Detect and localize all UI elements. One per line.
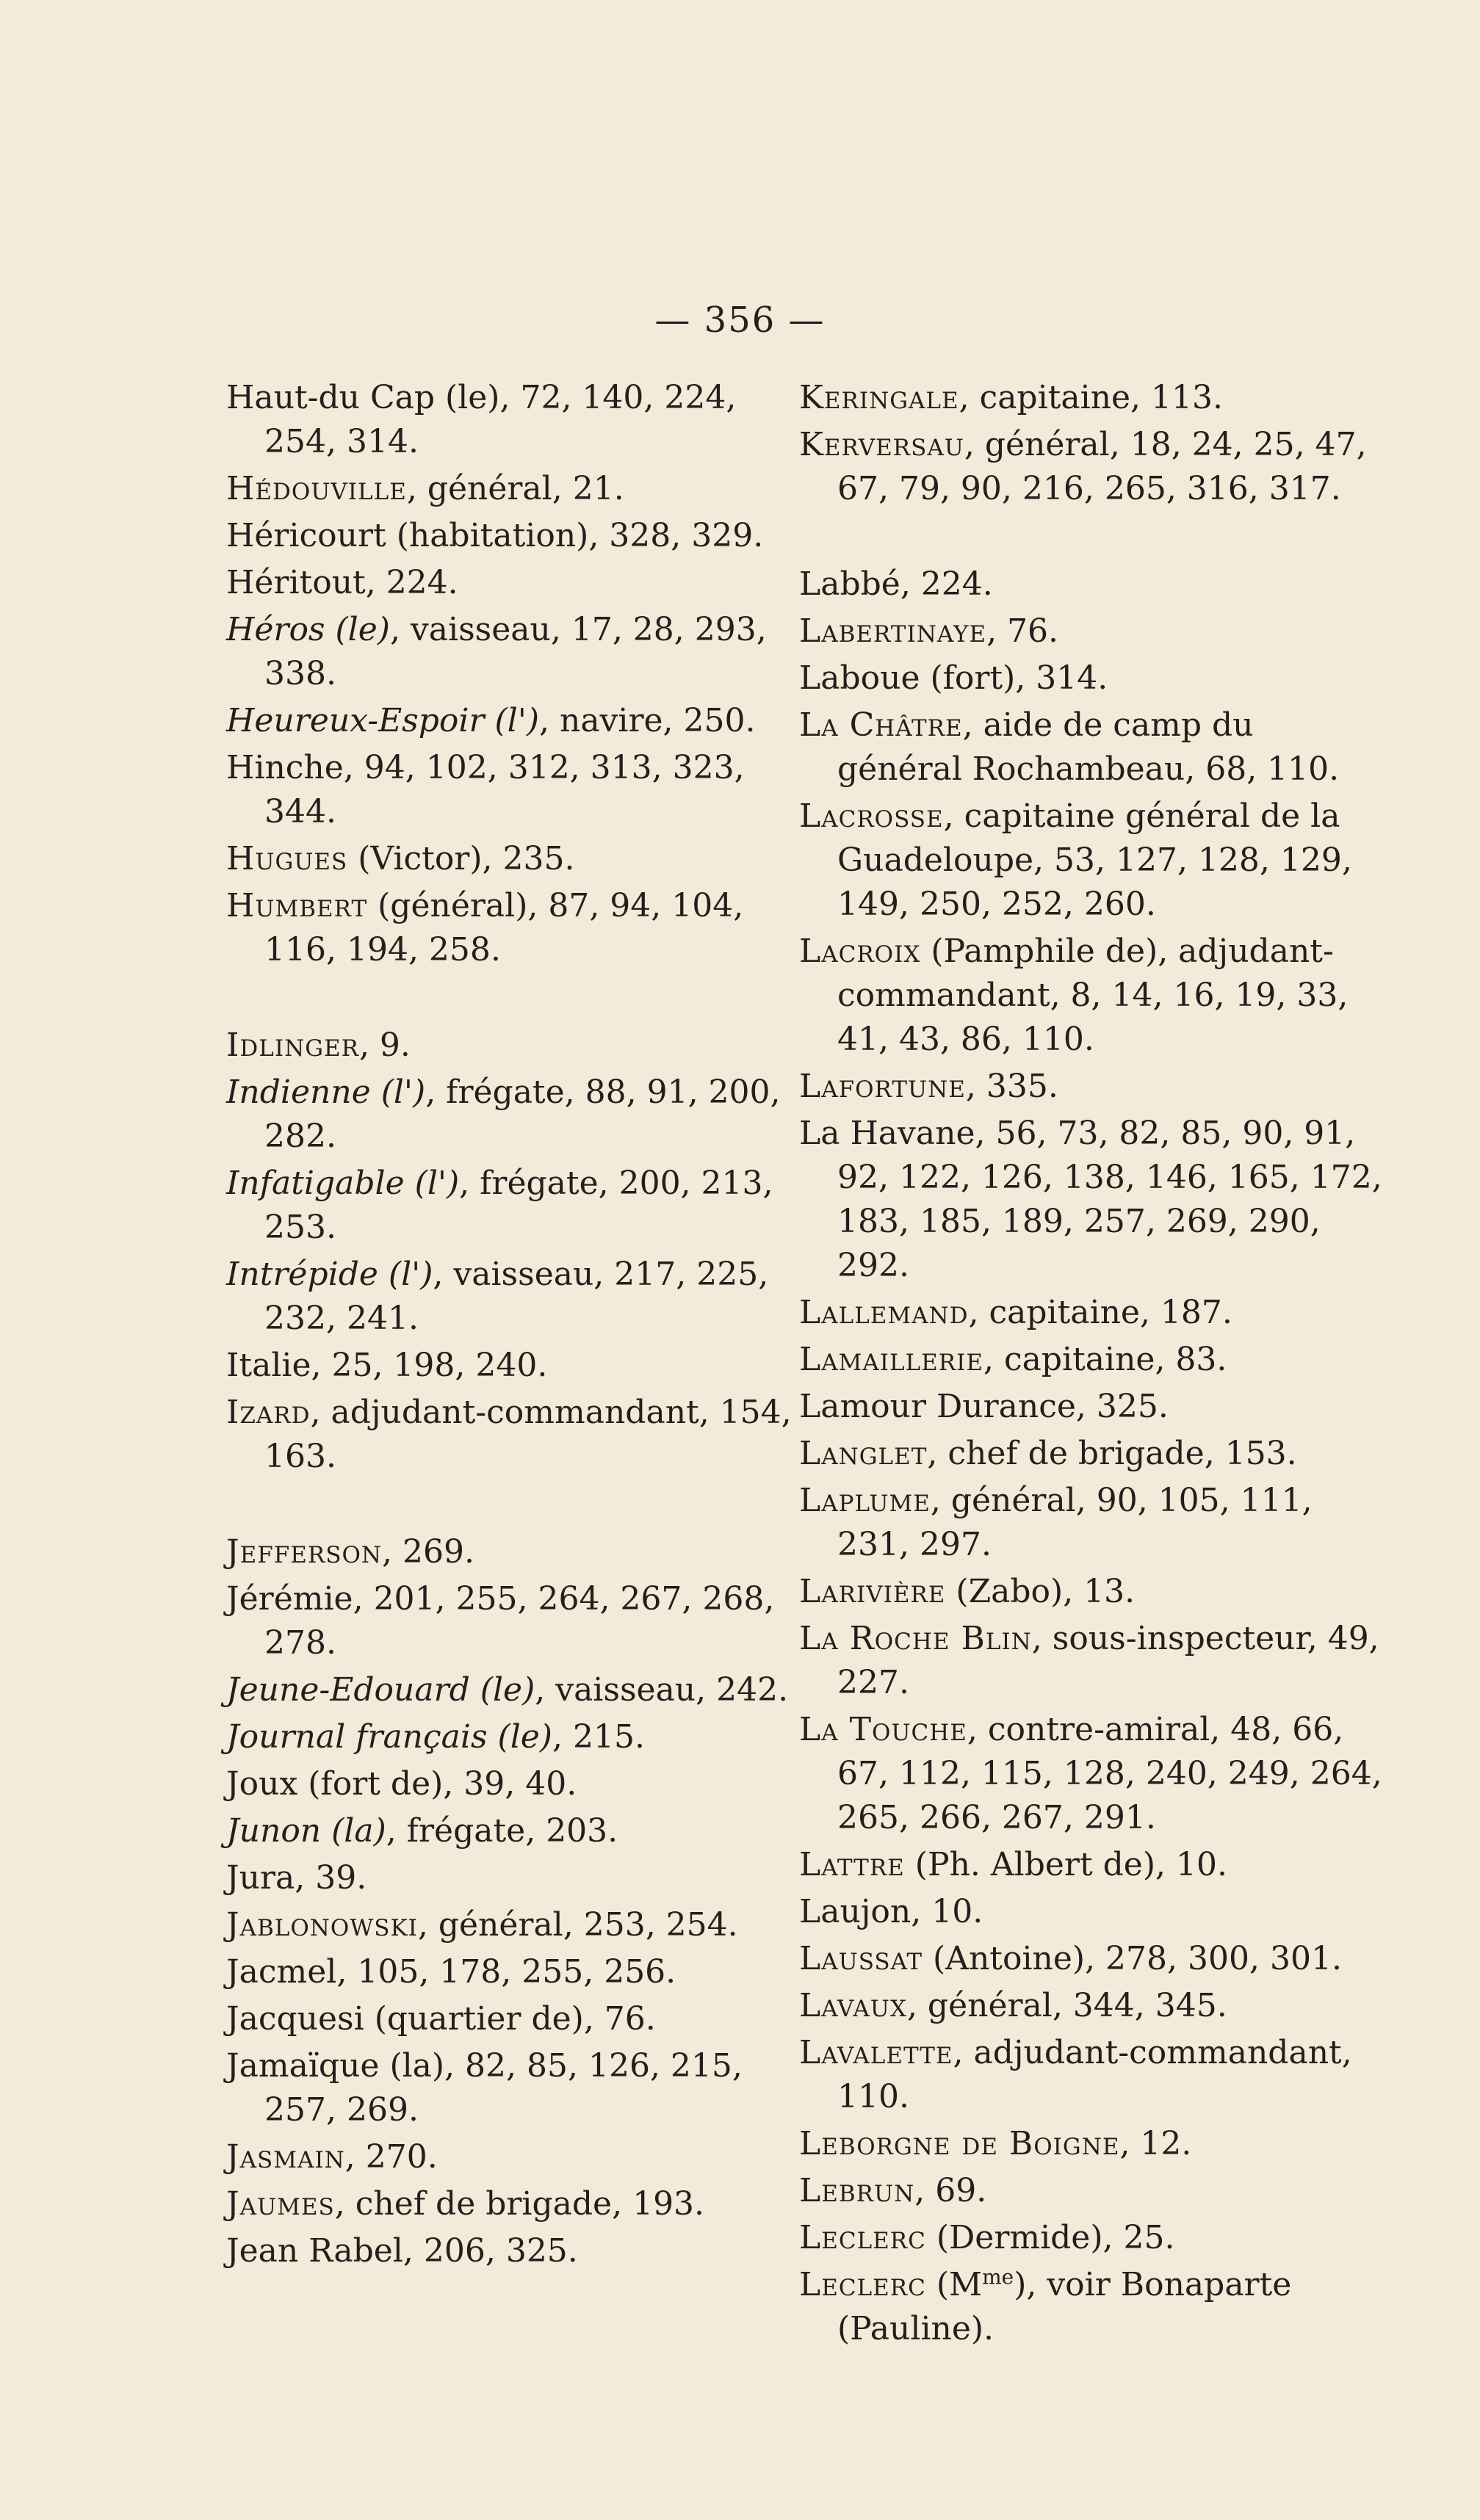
entry-heading: Keringale [799,379,959,416]
entry-heading: Junon (la) [226,1812,386,1850]
entry-heading: Jamaïque [226,2047,380,2085]
entry-heading: Jérémie [226,1580,353,1618]
entry-heading: Héros (le) [226,611,390,648]
index-entry [226,376,814,464]
index-entry [226,1253,814,1341]
index-entry [226,1391,814,1479]
entry-heading: Jura [226,1859,295,1897]
entry-heading: Joux (fort de) [226,1765,444,1803]
entry-heading: Idlinger [226,1027,359,1064]
entry-references: , 25, 198, 240. [311,1347,548,1384]
entry-heading: Jean Rabel [226,2232,403,2270]
entry-references: , général, 344, 345. [906,1987,1227,2024]
entry-references: , général, 21. [406,470,624,507]
index-entry [799,609,1387,653]
entry-references: , 94, 102, 312, 313, 323, 344. [264,749,745,830]
index-entry [226,2135,814,2179]
entry-references: , général, 18, 24, 25, 47, 67, 79, 90, 216, 265, 316, 317. [837,426,1367,507]
index-entry [799,1984,1387,2028]
page-number: — 356 — [654,300,826,341]
entry-references: (M [925,2266,983,2303]
index-entry [799,1385,1387,1429]
index-entry [226,1762,814,1806]
index-column-left [226,376,814,2276]
index-entry [226,467,814,511]
index-entry [226,1344,814,1388]
entry-heading: Jablonowski [226,1906,418,1944]
entry-references: , frégate, 203. [386,1812,618,1850]
index-entry [226,699,814,743]
entry-references: , vaisseau, 242. [535,1671,789,1709]
index-entry [799,562,1387,607]
entry-references: (Victor), 235. [347,840,575,877]
index-entry [226,1809,814,1853]
entry-references: , 335. [965,1068,1058,1105]
entry-heading: Jeune-Edouard (le) [226,1671,535,1709]
entry-heading: Lamour Durance [799,1388,1076,1425]
entry-heading: Infatigable (l') [226,1165,460,1202]
index-entry [799,1570,1387,1614]
entry-heading: Hinche [226,749,344,786]
entry-references: , 206, 325. [403,2232,578,2270]
entry-references: , capitaine, 113. [959,379,1223,416]
entry-heading: Jacmel [226,1953,337,1991]
entry-heading: Hugues [226,840,348,877]
index-entry [799,794,1387,927]
entry-heading: Laplume [799,1482,931,1519]
entry-references: (Ph. Albert de), 10. [904,1846,1227,1883]
entry-references: , général, 253, 254. [417,1906,738,1944]
entry-heading: La Havane [799,1115,975,1152]
entry-heading: Italie [226,1347,311,1384]
index-entry [226,608,814,696]
index-entry [799,2216,1387,2260]
entry-references: , chef de brigade, 153. [927,1435,1297,1472]
entry-heading: Kerversau [799,426,964,463]
entry-heading: Journal français (le) [226,1718,552,1756]
index-entry [226,837,814,881]
index-entry [799,930,1387,1062]
entry-superscript: me [982,2264,1014,2289]
entry-heading: Labertinaye [799,612,987,650]
index-entry [799,1065,1387,1109]
entry-heading: La Touche [799,1711,967,1748]
index-entry [226,1024,814,1068]
index-entry [799,1708,1387,1840]
entry-heading: Indienne (l') [226,1073,426,1111]
index-entry [799,2122,1387,2166]
entry-heading: Lacrosse [799,797,944,835]
entry-heading: Humbert [226,887,368,924]
index-entry [226,1856,814,1900]
entry-references: (Pamphile de), adjudant-commandant, 8, 14, 16, 19, 33, 41, 43, 86, 110. [837,933,1349,1058]
entry-references: , contre-amiral, 48, 66, 67, 112, 115, 128, 240, 249, 264, 265, 266, 267, 291. [837,1711,1382,1836]
index-column-right [799,376,1387,2354]
entry-references: , chef de brigade, 193. [334,2185,705,2223]
entry-references-continued: ), voir Bonaparte (Pauline). [837,2266,1292,2347]
entry-heading: Laujon [799,1893,912,1930]
index-entry [799,1617,1387,1705]
entry-references: , 224. [365,564,458,601]
index-entry [799,656,1387,700]
entry-heading: Heureux-Espoir (l') [226,702,540,739]
index-entry [226,561,814,605]
entry-references: , adjudant-commandant, 110. [837,2034,1352,2115]
entry-references: , 201, 255, 264, 267, 268, 278. [264,1580,775,1662]
index-entry [799,2263,1387,2351]
entry-heading: Leclerc [799,2219,926,2256]
entry-heading: Lavalette [799,2034,953,2071]
entry-references: , 39, 40. [443,1765,577,1803]
entry-heading: La Roche Blin [799,1620,1032,1657]
index-entry [799,1479,1387,1567]
index-entry [226,884,814,972]
entry-references: , 269. [382,1533,474,1571]
entry-references: , frégate, 88, 91, 200, 282. [264,1073,781,1155]
entry-references: (la), 82, 85, 126, 215, 257, 269. [264,2047,743,2129]
entry-references: , 215. [552,1718,645,1756]
index-entry [226,2182,814,2226]
index-entry [799,1291,1387,1335]
entry-heading: Héritout [226,564,366,601]
index-entry [226,1668,814,1712]
entry-references: , sous-inspecteur, 49, 227. [837,1620,1379,1701]
entry-references: , 325. [1075,1388,1169,1425]
entry-heading: La Châtre [799,706,963,744]
entry-references: , capitaine, 83. [983,1341,1227,1378]
entry-heading: Leborgne de Boigne [799,2125,1120,2162]
entry-references: (Zabo), 13. [945,1573,1136,1610]
index-entry [226,1997,814,2041]
entry-references: , navire, 250. [539,702,756,739]
entry-references: (fort), 314. [920,659,1108,697]
entry-references: , aide de camp du général Rochambeau, 68, 110. [837,706,1340,788]
index-entry [226,514,814,558]
index-entry [226,1577,814,1665]
index-entry [799,703,1387,792]
index-entry [226,1950,814,1994]
entry-references: , 56, 73, 82, 85, 90, 91, 92, 122, 126, 138, 146, 165, 172, 183, 185, 189, 257, 269, 290, 292. [837,1115,1382,1284]
entry-heading: Jaumes [226,2185,335,2223]
index-entry [226,1162,814,1250]
index-entry [226,2044,814,2132]
entry-references: , 72, 140, 224, 254, 314. [264,379,737,460]
index-entry [799,1432,1387,1476]
entry-references: , vaisseau, 17, 28, 293, 338. [264,611,767,692]
entry-references: , 69. [914,2172,987,2209]
entry-references: (général), 87, 94, 104, 116, 194, 258. [264,887,744,968]
entry-heading: Jasmain [226,2138,345,2176]
entry-references: , 12. [1119,2125,1192,2162]
index-entry [226,1071,814,1159]
index-entry [226,746,814,834]
entry-references: , adjudant-commandant, 154, 163. [264,1394,792,1475]
entry-heading: Lattre [799,1846,905,1883]
index-entry [799,1890,1387,1934]
entry-heading: Jefferson [226,1533,383,1571]
index-entry [226,1903,814,1947]
entry-heading: Lallemand [799,1294,969,1331]
entry-heading: Izard [226,1394,311,1431]
entry-references: , 39. [295,1859,367,1897]
entry-references: , 10. [911,1893,983,1930]
index-entry [799,1937,1387,1981]
entry-references: , vaisseau, 217, 225, 232, 241. [264,1256,769,1337]
entry-heading: Lavaux [799,1987,907,2024]
entry-references: , 76. [986,612,1059,650]
entry-heading: Jacquesi [226,2000,364,2038]
entry-references: , 270. [344,2138,438,2176]
entry-references: , capitaine, 187. [968,1294,1232,1331]
entry-references: (Antoine), 278, 300, 301. [923,1940,1342,1977]
index-entry [799,423,1387,511]
entry-heading: Laboue [799,659,920,697]
entry-references: , 224. [900,565,993,603]
index-entry [226,1715,814,1759]
index-entry [226,2229,814,2273]
index-entry [226,1530,814,1574]
entry-heading: Héricourt (habitation) [226,517,589,554]
entry-heading: Hédouville [226,470,407,507]
entry-heading: Lamaillerie [799,1341,983,1378]
index-entry [799,2031,1387,2119]
entry-heading: Leclerc [799,2266,926,2303]
index-entry [799,376,1387,420]
entry-references: , 328, 329. [588,517,764,554]
entry-references: (Dermide), 25. [925,2219,1175,2256]
entry-heading: Haut-du Cap (le) [226,379,500,416]
entry-references: , 9. [358,1027,411,1064]
entry-heading: Intrépide (l') [226,1256,433,1293]
entry-references: , frégate, 200, 213, 253. [264,1165,773,1246]
entry-heading: Lafortune [799,1068,966,1105]
entry-heading: Larivière [799,1573,946,1610]
index-entry [799,1843,1387,1887]
entry-heading: Lacroix [799,933,921,970]
entry-references: , général, 90, 105, 111, 231, 297. [837,1482,1313,1563]
entry-heading: Labbé [799,565,900,603]
entry-references: , 105, 178, 255, 256. [336,1953,676,1991]
index-entry [799,1338,1387,1382]
entry-references: , capitaine général de la Guadeloupe, 53, 127, 128, 129, 149, 250, 252, 260. [837,797,1352,923]
entry-heading: Langlet [799,1435,928,1472]
entry-heading: Laussat [799,1940,923,1977]
entry-heading: Lebrun [799,2172,915,2209]
index-entry [799,2169,1387,2213]
index-entry [799,1112,1387,1288]
entry-references: (quartier de), 76. [364,2000,656,2038]
